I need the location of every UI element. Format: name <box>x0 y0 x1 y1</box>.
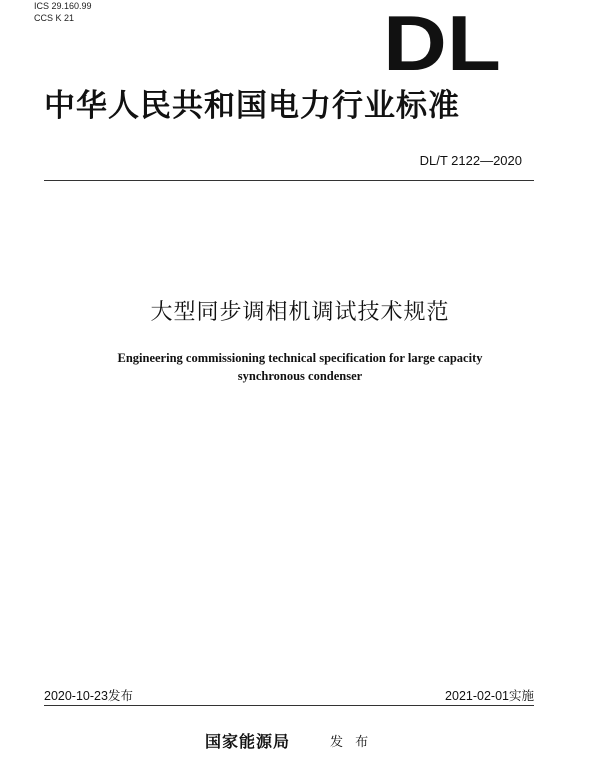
title-english-line-1: Engineering commissioning technical specification for large capacity <box>117 351 483 365</box>
issue-date: 2020-10-23发布 <box>44 689 133 703</box>
title-english-line-2: synchronous condenser <box>237 369 363 383</box>
title-chinese: 大型同步调相机调试技术规范 <box>150 300 450 325</box>
publisher-name: 国家能源局 <box>205 732 291 751</box>
ics-code: ICS 29.160.99 <box>34 1 92 11</box>
dl-logo-text: DL <box>383 8 501 74</box>
dl-logo <box>383 8 501 74</box>
title-english <box>60 349 540 385</box>
bottom-divider <box>44 705 534 706</box>
classification-codes <box>34 0 92 24</box>
ccs-code: CCS K 21 <box>34 13 75 23</box>
org-title: 中华人民共和国电力行业标准 <box>44 88 460 124</box>
standard-number: DL/T 2122—2020 <box>419 153 522 168</box>
implementation-date: 2021-02-01实施 <box>445 689 534 703</box>
publish-label: 发 布 <box>330 735 373 750</box>
top-divider <box>44 180 534 181</box>
